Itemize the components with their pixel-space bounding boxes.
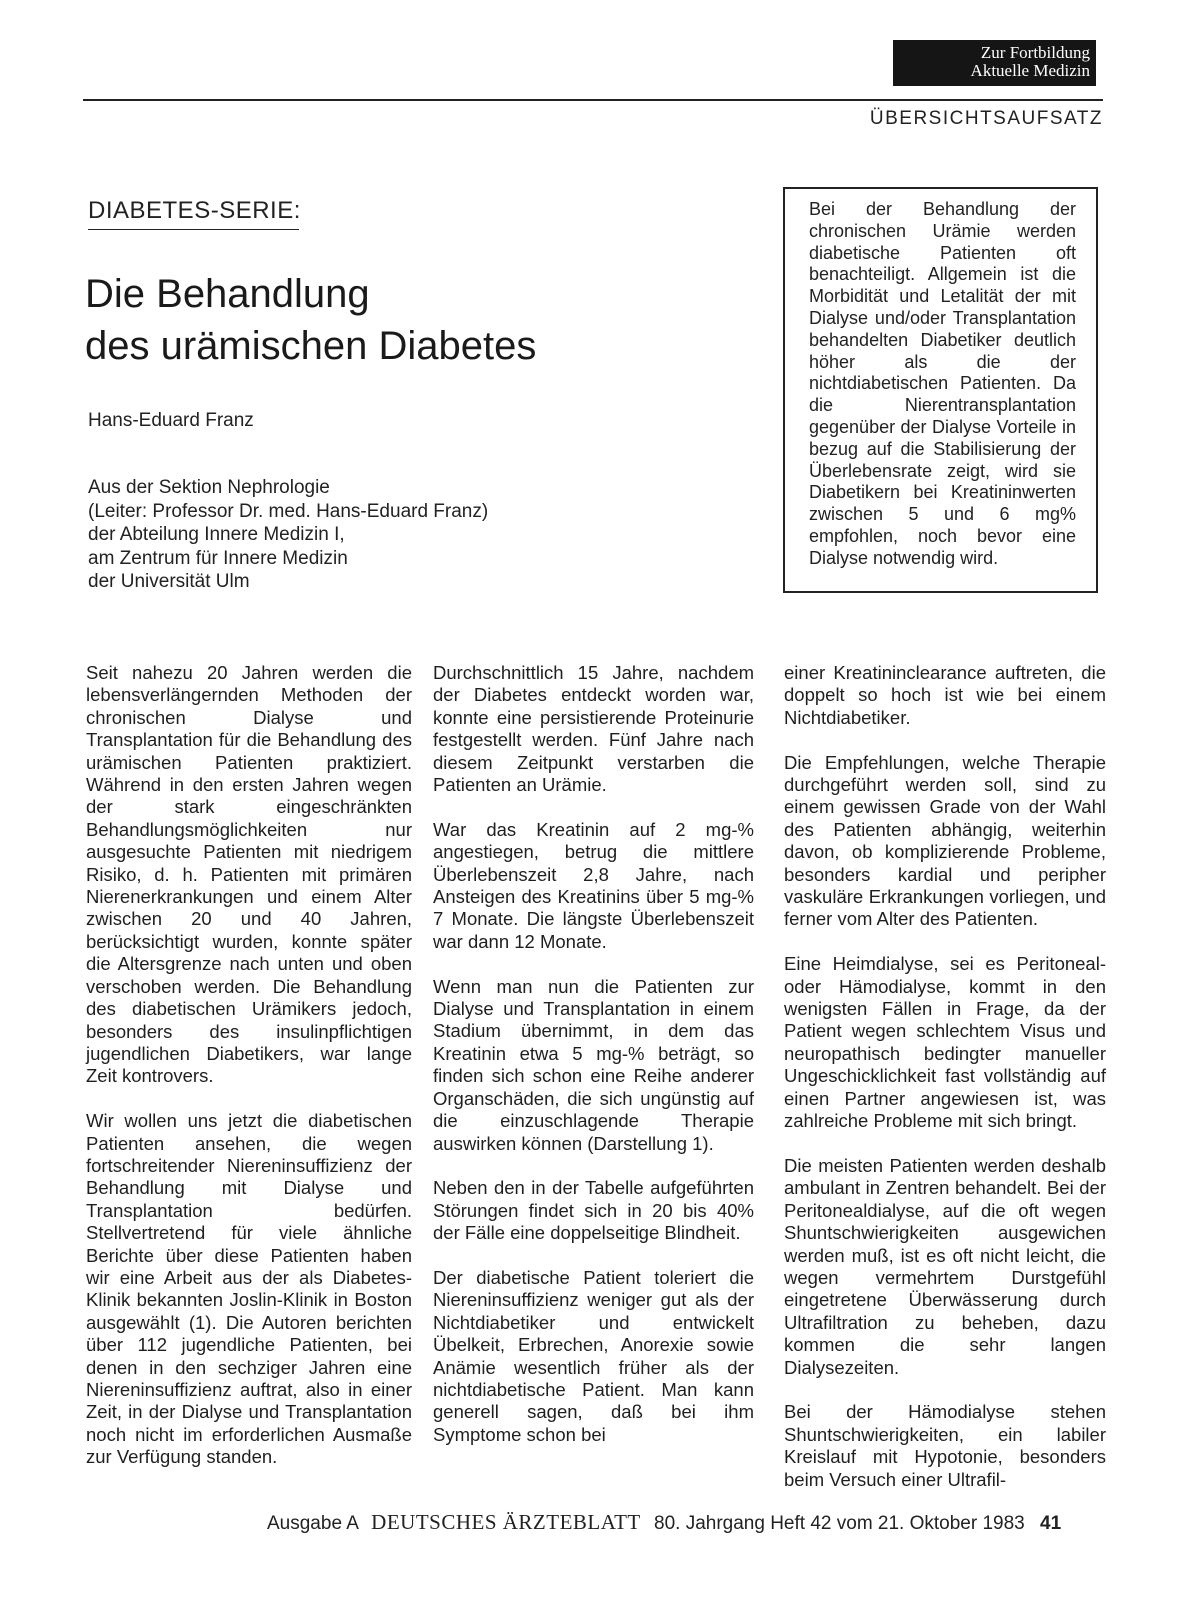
body-paragraph: Durchschnittlich 15 Jahre, nachdem der Diabetes entdeckt worden war, konnte eine persistierende Proteinurie festgestellt werden. Fünf Jahre nach diesem Zeitpunkt verstarben die Patienten an Urämie. bbox=[433, 662, 754, 796]
badge-line-2: Aktuelle Medizin bbox=[970, 61, 1090, 80]
series-underline bbox=[88, 229, 299, 230]
series-label: DIABETES-SERIE: bbox=[88, 197, 301, 224]
affiliation-line: der Universität Ulm bbox=[88, 571, 250, 592]
body-column-2 bbox=[433, 662, 754, 1469]
page-number: 41 bbox=[1040, 1513, 1062, 1534]
body-paragraph: War das Kreatinin auf 2 mg-% angestiegen, betrug die mittlere Überlebenszeit 2,8 Jahre, nach Ansteigen des Kreatinins über 5 mg-% 7 Monate. Die längste Überlebenszeit war dann 12 Monate. bbox=[433, 818, 754, 952]
abstract-text: Bei der Behandlung der chronischen Urämie werden diabetische Patienten oft benachteiligt. Allgemein ist die Morbidität und Letalität der mit Dialyse und/oder Transplantation behandelten Diabetiker deutlich höher als die der nichtdiabetischen Patienten. Da die Nierentransplantation gegenüber der Dialyse Vorteile in bezug auf die Stabilisierung der Überlebensrate zeigt, wird sie Diabetikern bei Kreatininwerten zwischen 5 und 6 mg% empfohlen, noch bevor eine Dialyse notwendig wird. bbox=[809, 199, 1076, 568]
body-paragraph: Eine Heimdialyse, sei es Peritoneal- oder Hämodialyse, kommt in den wenigsten Fällen in Frage, da der Patient wegen schlechtem Visus und neuropathisch bedingter manueller Ungeschicklichkeit fast vollständig auf einen Partner angewiesen ist, was zahlreiche Probleme mit sich bringt. bbox=[784, 953, 1106, 1132]
body-paragraph: Wenn man nun die Patienten zur Dialyse und Transplantation in einem Stadium übernimmt, in dem das Kreatinin etwa 5 mg-% beträgt, so finden sich schon eine Reihe anderer Organschäden, die sich ungünstig auf die einzuschlagende Therapie auswirken können (Darstellung 1). bbox=[433, 975, 754, 1154]
header-rule bbox=[83, 99, 1103, 101]
body-paragraph: einer Kreatininclearance auftreten, die doppelt so hoch ist wie bei einem Nichtdiabetiker. bbox=[784, 662, 1106, 728]
affiliation-line: (Leiter: Professor Dr. med. Hans-Eduard Franz) bbox=[88, 500, 489, 522]
footer-journal: DEUTSCHES ÄRZTEBLATT bbox=[371, 1510, 641, 1534]
body-column-1 bbox=[86, 662, 412, 1491]
footer-edition: Ausgabe A bbox=[267, 1513, 358, 1534]
body-paragraph: Die meisten Patienten werden deshalb ambulant in Zentren behandelt. Bei der Peritonealdialyse, auf die oft wegen Shuntschwierigkeiten ausgewichen werden muß, ist es oft nicht leicht, die wegen vermehrtem Durstgefühl eingetretene Überwässerung durch Ultrafiltration zu beheben, dazu kommen die sehr langen Dialysezeiten. bbox=[784, 1154, 1106, 1378]
article-title bbox=[85, 268, 536, 372]
body-paragraph: Die Empfehlungen, welche Therapie durchgeführt werden soll, sind zu einem gewissen Grade von der Wahl des Patienten abhängig, weiterhin davon, ob komplizierende Probleme, besonders kardial und peripher vaskuläre Erkrankungen vorliegen, und ferner vom Alter des Patienten. bbox=[784, 751, 1106, 930]
body-paragraph: Seit nahezu 20 Jahren werden die lebensverlängernden Methoden der chronischen Dialyse und Transplantation für die Behandlung des urämischen Patienten praktiziert. Während in den ersten Jahren wegen der stark eingeschränkten Behandlungsmöglichkeiten nur ausgesuchte Patienten mit niedrigem Risiko, d. h. Patienten mit primären Nierenerkrankungen und einem Alter zwischen 20 und 40 Jahren, berücksichtigt wurden, konnte später die Altersgrenze nach unten und oben verschoben werden. Die Behandlung des diabetischen Urämikers jedoch, besonders des insulinpflichtigen jugendlichen Diabetikers, war lange Zeit kontrovers. bbox=[86, 662, 412, 1087]
affiliation-line: am Zentrum für Innere Medizin bbox=[88, 547, 348, 569]
abstract-box bbox=[783, 187, 1098, 593]
body-paragraph: Bei der Hämodialyse stehen Shuntschwierigkeiten, ein labiler Kreislauf mit Hypotonie, besonders beim Versuch einer Ultrafil- bbox=[784, 1401, 1106, 1490]
body-column-3 bbox=[784, 662, 1106, 1513]
section-badge bbox=[893, 40, 1096, 86]
body-paragraph: Neben den in der Tabelle aufgeführten Störungen findet sich in 20 bis 40% der Fälle eine doppelseitige Blindheit. bbox=[433, 1177, 754, 1244]
page-footer bbox=[267, 1510, 1061, 1535]
body-paragraph: Wir wollen uns jetzt die diabetischen Patienten ansehen, die wegen fortschreitender Niereninsuffizienz der Behandlung mit Dialyse und Transplantation bedürfen. Stellvertretend für viele ähnliche Berichte über diese Patienten haben wir eine Arbeit aus der als Diabetes-Klinik bekannten Joslin-Klinik in Boston ausgewählt (1). Die Autoren berichten über 112 jugendliche Patienten, bei denen in den sechziger Jahren eine Niereninsuffizienz auftrat, also in einer Zeit, in der Dialyse und Transplantation noch nicht im erforderlichen Ausmaße zur Verfügung standen. bbox=[86, 1110, 412, 1468]
badge-line-1: Zur Fortbildung bbox=[980, 43, 1090, 62]
author-name: Hans-Eduard Franz bbox=[88, 410, 254, 431]
title-line-2: des urämischen Diabetes bbox=[85, 324, 537, 368]
section-label: ÜBERSICHTSAUFSATZ bbox=[869, 108, 1103, 129]
affiliation-line: Aus der Sektion Nephrologie bbox=[88, 477, 330, 498]
affiliation-block bbox=[88, 476, 488, 594]
body-paragraph: Der diabetische Patient toleriert die Niereninsuffizienz weniger gut als der Nichtdiabetiker und entwickelt Übelkeit, Erbrechen, Anorexie sowie Anämie wesentlich früher als der nichtdiabetische Patient. Man kann generell sagen, daß bei ihm Symptome schon bei bbox=[433, 1266, 754, 1445]
footer-issue: 80. Jahrgang Heft 42 vom 21. Oktober 1983 bbox=[654, 1513, 1025, 1534]
affiliation-line: der Abteilung Innere Medizin I, bbox=[88, 524, 345, 545]
title-line-1: Die Behandlung bbox=[85, 272, 370, 316]
